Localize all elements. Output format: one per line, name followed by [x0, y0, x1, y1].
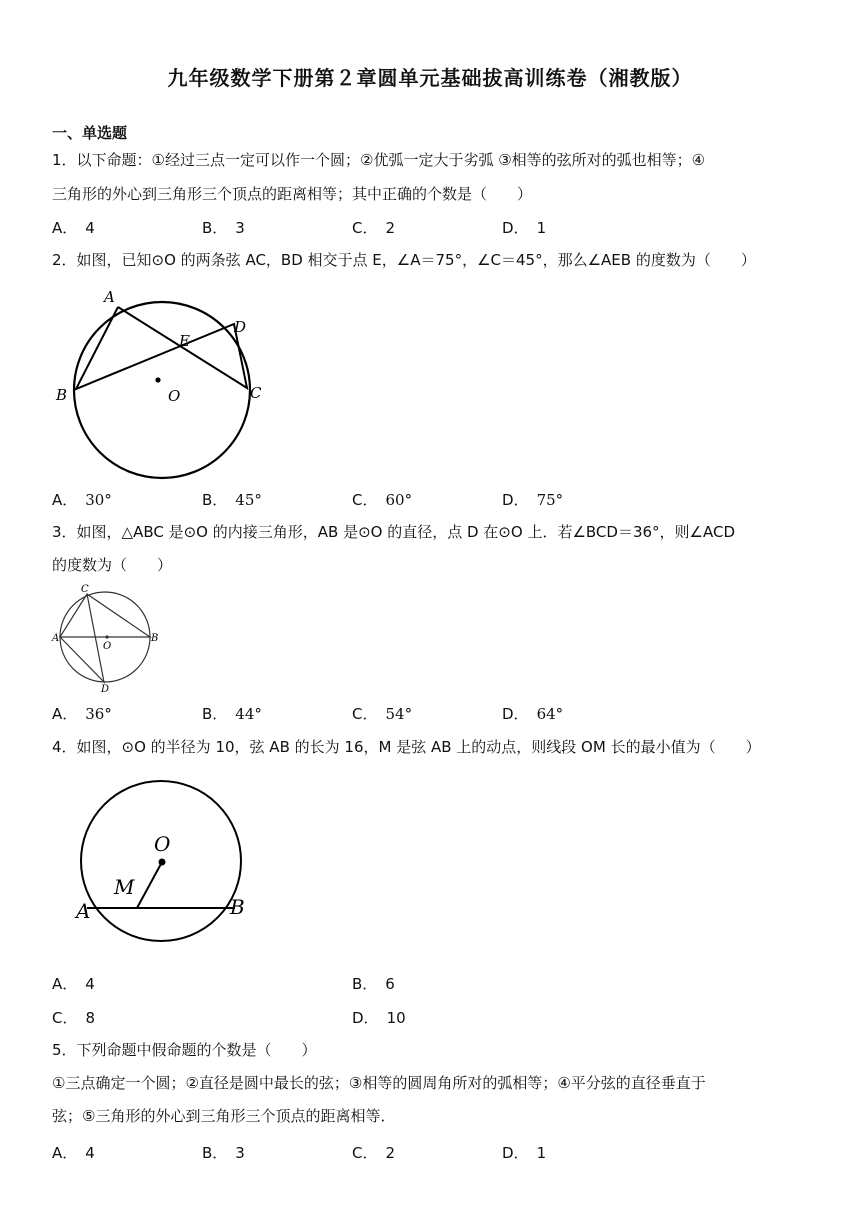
- q2-option-d[interactable]: D． 75°: [502, 491, 564, 509]
- q5-text-line1: 5．下列命题中假命题的个数是（ ）: [52, 1041, 317, 1059]
- q2-label-c: C: [250, 384, 262, 402]
- q3-text-line2: 的度数为（ ）: [52, 556, 173, 574]
- q4-label-o: O: [154, 832, 171, 856]
- q3-label-d: D: [101, 684, 110, 695]
- q3-label-b: B: [151, 633, 159, 644]
- q5-text-line2: ①三点确定一个圆；②直径是圆中最长的弦；③相等的圆周角所对的弧相等；④平分弦的直径垂直于: [52, 1074, 706, 1092]
- q2-option-b[interactable]: B． 45°: [202, 491, 262, 509]
- q3-center-dot: [105, 635, 108, 638]
- q1-option-d[interactable]: D． 1: [502, 219, 547, 237]
- q3-label-o: O: [103, 641, 112, 652]
- q3-option-d[interactable]: D． 64°: [502, 705, 564, 723]
- q2-text-line1: 2．如图，已知⊙O 的两条弦 AC，BD 相交于点 E，∠A＝75°，∠C＝45°，那么∠AEB 的度数为（ ）: [52, 251, 756, 269]
- q1-text-line2: 三角形的外心到三角形三个顶点的距离相等；其中正确的个数是（ ）: [52, 185, 533, 203]
- q2-label-a: A: [104, 288, 115, 306]
- q1-option-a[interactable]: A． 4: [52, 219, 95, 237]
- q1-option-c[interactable]: C． 2: [352, 219, 396, 237]
- q4-option-d[interactable]: D． 10: [352, 1009, 406, 1027]
- q4-center-dot: [159, 859, 166, 866]
- q3-label-c: C: [81, 584, 89, 595]
- q4-label-m: M: [114, 875, 135, 899]
- q2-label-b: B: [56, 386, 68, 404]
- q5-option-b[interactable]: B． 3: [202, 1144, 245, 1162]
- q5-option-c[interactable]: C． 2: [352, 1144, 396, 1162]
- q4-option-c[interactable]: C． 8: [52, 1009, 96, 1027]
- q4-label-a: A: [76, 899, 91, 923]
- q2-option-c[interactable]: C． 60°: [352, 491, 413, 509]
- page-title: 九年级数学下册第２章圆单元基础拔高训练卷（湘教版）: [167, 66, 693, 90]
- q3-label-a: A: [52, 633, 60, 644]
- q5-option-a[interactable]: A． 4: [52, 1144, 95, 1162]
- q4-option-a[interactable]: A． 4: [52, 975, 95, 993]
- section-heading: 一、单选题: [52, 124, 128, 142]
- q2-center-dot: [155, 377, 160, 382]
- q3-text-line1: 3．如图，△ABC 是⊙O 的内接三角形，AB 是⊙O 的直径，点 D 在⊙O 上．若∠BCD＝36°，则∠ACD: [52, 523, 736, 541]
- q2-figure: [50, 282, 290, 482]
- q1-text-line1: 1．以下命题：①经过三点一定可以作一个圆；②优弧一定大于劣弧 ③相等的弦所对的弧也相等；④: [52, 151, 706, 169]
- q1-option-b[interactable]: B． 3: [202, 219, 245, 237]
- q5-text-line3: 弦；⑤三角形的外心到三角形三个顶点的距离相等．: [52, 1107, 396, 1125]
- q5-option-d[interactable]: D． 1: [502, 1144, 547, 1162]
- q2-label-e: E: [179, 332, 190, 350]
- q2-option-a[interactable]: A． 30°: [52, 491, 112, 509]
- q3-figure: [50, 580, 170, 695]
- q4-segment-om: [137, 862, 162, 908]
- q3-option-c[interactable]: C． 54°: [352, 705, 413, 723]
- q2-label-o: O: [168, 387, 181, 405]
- q4-figure: [70, 772, 260, 952]
- q2-label-d: D: [234, 318, 247, 336]
- q4-option-b[interactable]: B． 6: [352, 975, 395, 993]
- q3-option-b[interactable]: B． 44°: [202, 705, 262, 723]
- q4-label-b: B: [230, 895, 245, 919]
- q3-option-a[interactable]: A． 36°: [52, 705, 112, 723]
- q4-text-line1: 4．如图，⊙O 的半径为 10，弦 AB 的长为 16，M 是弦 AB 上的动点，则线段 OM 长的最小值为（ ）: [52, 738, 761, 756]
- q2-chords: [76, 307, 247, 389]
